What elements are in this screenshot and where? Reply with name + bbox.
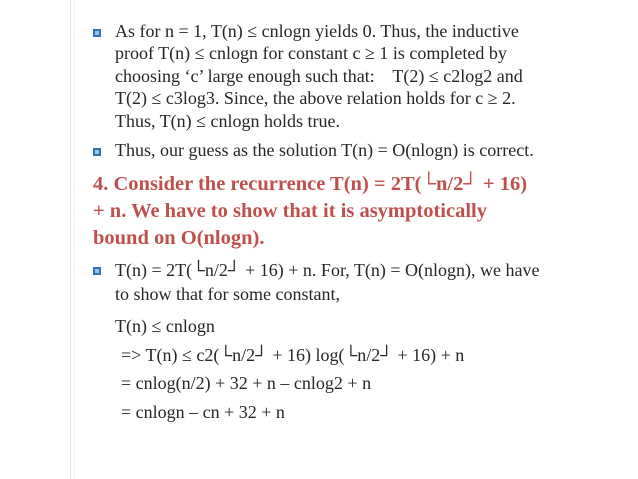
bullet-paragraph-guess-correct — [93, 139, 618, 161]
slide-content — [93, 20, 618, 424]
text-line: T(2) ≤ c3log3. Since, the above relation holds for c ≥ 2. — [115, 88, 516, 109]
text-line: choosing ‘c’ large enough such that: T(2) ≤ c2log2 and — [115, 65, 523, 86]
equation-line: = cnlogn – cn + 32 + n — [121, 401, 285, 422]
paragraph-text — [115, 258, 618, 306]
square-bullet-icon — [93, 29, 101, 37]
equation-line: = cnlog(n/2) + 32 + n – cnlog2 + n — [121, 373, 372, 394]
left-margin-line-secondary — [74, 0, 75, 479]
text-line: Thus, T(n) ≤ cnlogn holds true. — [115, 110, 341, 131]
heading-line: + n. We have to show that it is asymptotically — [93, 200, 487, 223]
text-line: proof T(n) ≤ cnlogn for constant c ≥ 1 is completed by — [115, 43, 507, 64]
equation-line: => T(n) ≤ c2(└n/2┘ + 16) log(└n/2┘ + 16) + n — [121, 344, 465, 365]
bullet-paragraph-inductive-proof — [93, 20, 618, 132]
square-bullet-icon — [93, 267, 101, 275]
heading-line: 4. Consider the recurrence T(n) = 2T(└n/2┘ + 16) — [93, 173, 528, 196]
paragraph-text — [115, 139, 618, 161]
left-margin-line — [70, 0, 71, 479]
bullet-paragraph-recurrence — [93, 258, 618, 424]
equation-line: T(n) ≤ cnlogn — [115, 316, 215, 337]
text-line: As for n = 1, T(n) ≤ cnlogn yields 0. Thus, the inductive — [115, 21, 519, 41]
paragraph-text — [115, 20, 618, 132]
section-heading — [93, 171, 618, 252]
text-line: to show that for some constant, — [115, 284, 340, 305]
heading-line: bound on O(nlogn). — [93, 227, 265, 250]
text-line: T(n) = 2T(└n/2┘ + 16) + n. For, T(n) = O(nlogn), we have — [115, 260, 540, 281]
square-bullet-icon — [93, 148, 101, 156]
text-line: Thus, our guess as the solution T(n) = O(nlogn) is correct. — [115, 140, 534, 161]
equation-block — [115, 314, 618, 424]
